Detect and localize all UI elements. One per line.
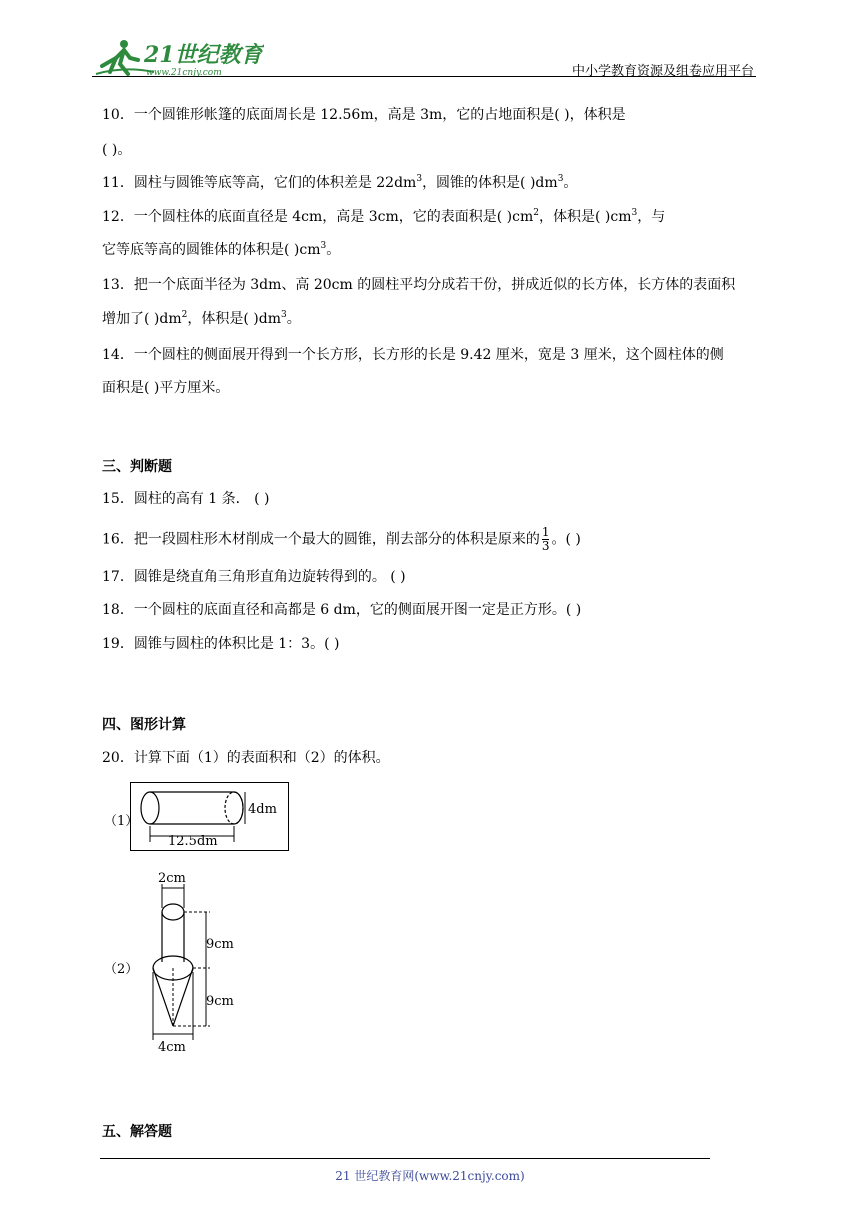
q12-line2-sup: 3 (320, 241, 327, 251)
question-11 (102, 173, 577, 193)
q12-text-b: ，体积是( )cm (539, 209, 632, 225)
figure-2-bottom-label: 4cm (158, 1040, 186, 1055)
q11-sup-a: 3 (416, 174, 423, 184)
figure-1-label: （1） (104, 814, 139, 829)
question-13-line2 (102, 309, 301, 329)
footer-divider (100, 1158, 710, 1159)
question-10-line2: ( )。 (102, 142, 132, 158)
section-5-title: 五、解答题 (102, 1124, 172, 1140)
logo-text: 21世纪教育 (144, 42, 263, 68)
q16-text-b: 。( ) (551, 531, 581, 548)
figure-1-length-label: 12.5dm (168, 834, 218, 849)
q11-text-c: 。 (563, 175, 578, 191)
question-18: 18．一个圆柱的底面直径和高都是 6 dm，它的侧面展开图一定是正方形。( ) (102, 602, 582, 618)
question-10-line1: 10．一个圆锥形帐篷的底面周长是 12.56m，高是 3m，它的占地面积是( )，体积是 (102, 107, 626, 123)
footer-text: 21 世纪教育网(www.21cnjy.com) (335, 1169, 525, 1183)
question-12-line1 (102, 207, 665, 227)
figure-1-cylinder (130, 782, 290, 852)
q12-text-a: 12．一个圆柱体的底面直径是 4cm，高是 3cm，它的表面积是( )cm (102, 209, 534, 225)
section-3-title: 三、判断题 (102, 459, 172, 475)
q12-line2-text-b: 。 (326, 242, 341, 258)
section-4-title: 四、图形计算 (102, 717, 186, 733)
question-13-line1: 13．把一个底面半径为 3dm、高 20cm 的圆柱平均分成若干份，拼成近似的长方体，长方体的表面积 (102, 277, 736, 293)
q12-text-c: ，与 (637, 209, 666, 225)
question-12-line2 (102, 240, 340, 260)
q13-sup-b: 3 (280, 310, 287, 320)
header-platform-text: 中小学教育资源及组卷应用平台 (571, 64, 754, 79)
figure-2-label: （2） (104, 962, 139, 977)
q13-text-c: 。 (286, 311, 301, 327)
figure-2-top-label: 2cm (158, 871, 186, 886)
fraction-denominator: 3 (541, 539, 550, 553)
figure-2-cylinder-cone (140, 868, 250, 1058)
question-15: 15．圆柱的高有 1 条． ( ) (102, 491, 270, 507)
fraction-numerator: 1 (541, 525, 550, 539)
figure-1-height-label: 4dm (248, 802, 277, 817)
figure-2-cylinder-height-label: 9cm (206, 937, 234, 952)
q13-text-b: ，体积是( )dm (187, 311, 281, 327)
q11-sup-b: 3 (557, 174, 564, 184)
figure-2-cone-height-label: 9cm (206, 994, 234, 1009)
q11-text-b: ，圆锥的体积是( )dm (422, 175, 558, 191)
q13-text-a: 增加了( )dm (102, 311, 182, 327)
logo (94, 36, 264, 80)
q12-line2-text-a: 它等底等高的圆锥体的体积是( )cm (102, 242, 321, 258)
question-16 (102, 526, 581, 553)
q12-sup-a: 2 (533, 208, 539, 218)
logo-url: www.21cnjy.com (146, 68, 222, 78)
question-14-line1: 14．一个圆柱的侧面展开得到一个长方形，长方形的长是 9.42 厘米，宽是 3 厘米，这个圆柱体的侧 (102, 347, 724, 363)
header-divider (92, 76, 756, 77)
q11-text-a: 11．圆柱与圆锥等底等高，它们的体积差是 22dm (102, 175, 417, 191)
question-19: 19．圆锥与圆柱的体积比是 1：3。( ) (102, 636, 340, 652)
q12-sup-b: 3 (631, 208, 638, 218)
q13-sup-a: 2 (181, 310, 188, 320)
question-17: 17．圆锥是绕直角三角形直角边旋转得到的。 ( ) (102, 569, 406, 585)
question-14-line2: 面积是( )平方厘米。 (102, 380, 230, 396)
question-20: 20．计算下面（1）的表面积和（2）的体积。 (102, 750, 390, 766)
fraction-one-third (542, 526, 550, 553)
q16-text-a: 16．把一段圆柱形木材削成一个最大的圆锥，削去部分的体积是原来的 (102, 531, 540, 548)
